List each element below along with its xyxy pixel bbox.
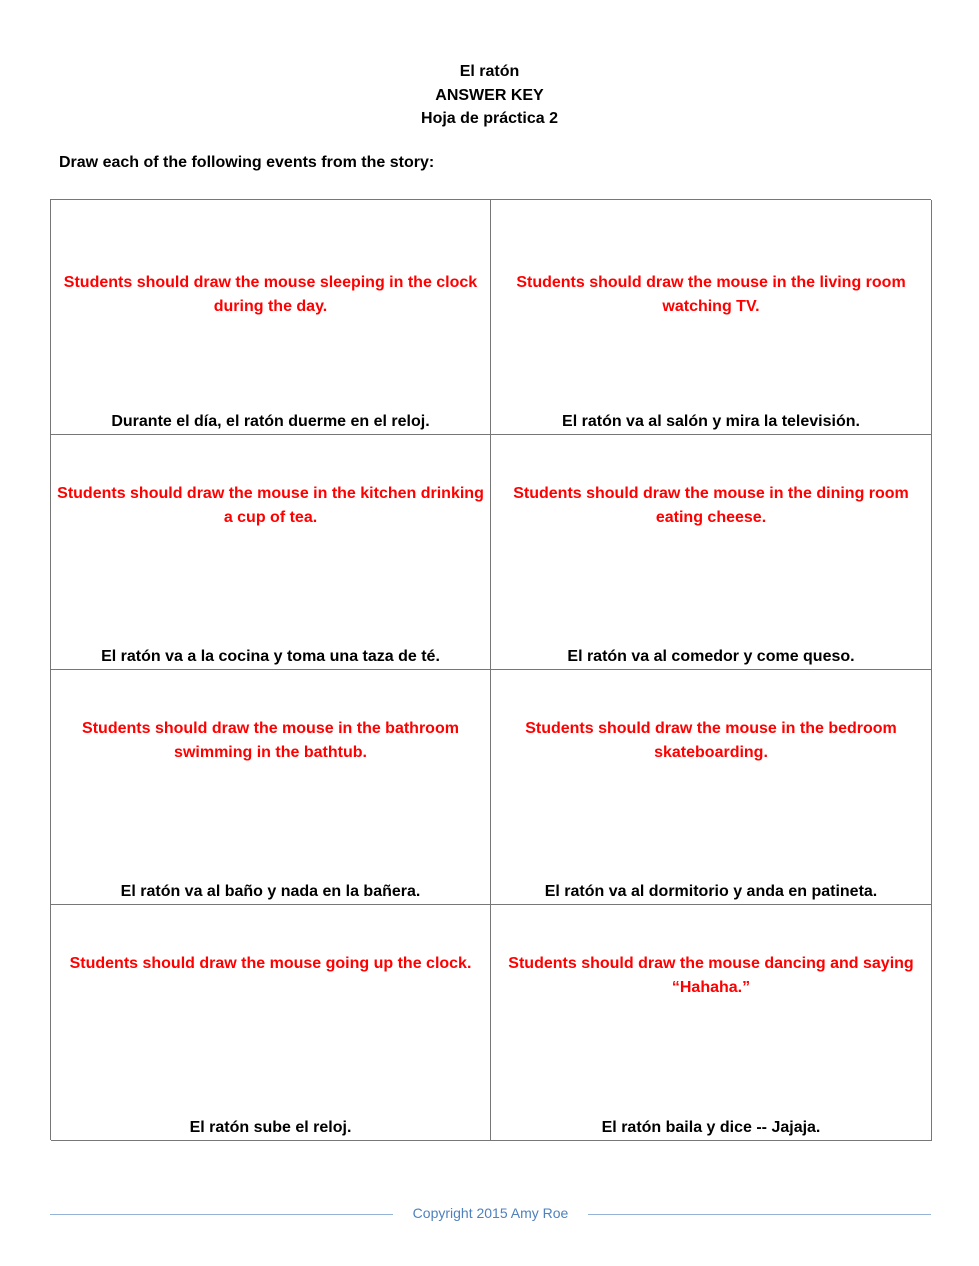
answer-text: Students should draw the mouse in the living room watching TV. bbox=[516, 274, 906, 315]
story-caption: El ratón va al salón y mira la televisión. bbox=[562, 413, 860, 430]
story-caption: El ratón va a la cocina y toma una taza de té. bbox=[101, 648, 440, 665]
footer bbox=[50, 1203, 931, 1227]
drawing-cell-8 bbox=[491, 905, 932, 1141]
story-caption: El ratón sube el reloj. bbox=[189, 1119, 352, 1136]
drawing-cell-7 bbox=[51, 905, 491, 1141]
drawing-cell-3 bbox=[51, 435, 491, 670]
drawing-cell-1 bbox=[51, 200, 491, 435]
story-caption: El ratón baila y dice -- Jajaja. bbox=[601, 1119, 821, 1136]
drawing-cell-2 bbox=[491, 200, 932, 435]
story-caption: El ratón va al baño y nada en la bañera. bbox=[120, 883, 421, 900]
answer-key-label: ANSWER KEY bbox=[435, 86, 544, 104]
instructions: Draw each of the following events from the story: bbox=[59, 154, 435, 171]
footer-rule-right bbox=[588, 1214, 931, 1215]
copyright-text: Copyright 2015 Amy Roe bbox=[412, 1205, 569, 1221]
worksheet-label: Hoja de práctica 2 bbox=[421, 110, 558, 127]
drawing-cell-4 bbox=[491, 435, 932, 670]
answer-text: Students should draw the mouse dancing and saying “Hahaha.” bbox=[508, 955, 914, 996]
answer-text: Students should draw the mouse in the kitchen drinking a cup of tea. bbox=[57, 485, 484, 526]
drawing-cell-5 bbox=[51, 670, 491, 905]
answer-text: Students should draw the mouse going up the clock. bbox=[69, 955, 472, 972]
answer-text: Students should draw the mouse in the dining room eating cheese. bbox=[513, 485, 909, 526]
document-header bbox=[0, 60, 979, 131]
drawing-cell-6 bbox=[491, 670, 932, 905]
story-caption: El ratón va al dormitorio y anda en patineta. bbox=[544, 883, 878, 900]
answer-text: Students should draw the mouse in the bedroom skateboarding. bbox=[525, 720, 897, 761]
story-caption: Durante el día, el ratón duerme en el reloj. bbox=[111, 413, 430, 430]
story-caption: El ratón va al comedor y come queso. bbox=[567, 648, 855, 665]
document-title: El ratón bbox=[459, 63, 520, 80]
drawing-grid bbox=[50, 199, 931, 1140]
answer-text: Students should draw the mouse sleeping in the clock during the day. bbox=[63, 274, 478, 315]
answer-text: Students should draw the mouse in the bathroom swimming in the bathtub. bbox=[82, 720, 459, 761]
